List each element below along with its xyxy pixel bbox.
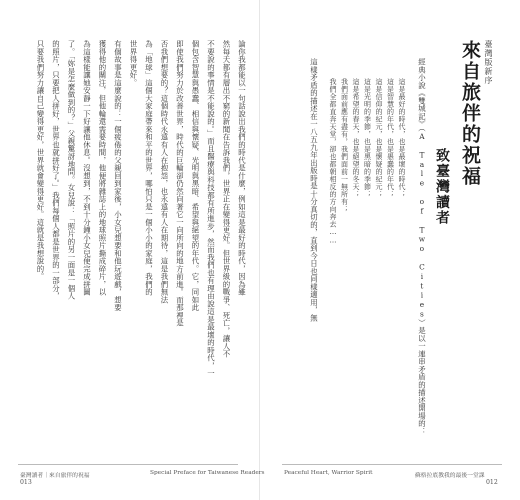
quote-line: 這是智慧的年代，也是愚蠢的年代；: [386, 78, 395, 198]
quote-line: 這是信仰的紀元，也是懷疑的紀元；: [375, 78, 383, 198]
quote-line: 這是希望的春天，也是絕望的冬天；: [352, 78, 360, 198]
preface-title: 來自旅伴的祝福: [459, 40, 481, 187]
quote-line: 我們全都直奔天堂，卻也都朝相反的方向奔去……: [329, 78, 337, 245]
left-footer-title: 臺灣讀者｜來自旅伴的祝福: [20, 473, 90, 479]
left-footer-english: Special Preface for Taiwanese Readers: [150, 470, 265, 476]
body-text-column: 不要說的事情是不能說的。」而且醫療與科技都有所進步，然而我們也有理由說這是最壞的時代，一: [206, 40, 216, 378]
body-text-column: 然每天都有層出不窮的新聞在告訴我們，世界正在變得更好。但世界級的戰爭、死亡，讓人不: [221, 40, 231, 358]
body-text-column: 有個故事是這麼說的：一個疲倦的父親回到家後，小女兒想要和他玩遊戲，想要: [113, 40, 123, 312]
body-text-column: 為「地球」這個大家庭帶來和平的世界，哪怕只是一個小小的家庭，我們的: [144, 40, 154, 296]
left-page: [0, 38, 260, 468]
body-text-column: 為這樣能讓她安靜一下好讓他休息。沒想到，不到十分鐘小女兒便完成拼圖: [82, 40, 92, 296]
preface-intro: 經典小說《雙城記》（A Tale of Two Cities）是以一連串矛盾的描述開場的：: [417, 58, 427, 436]
right-footer-english: Peaceful Heart, Warrior Spirit: [284, 470, 373, 476]
left-page-number: 013: [20, 479, 32, 486]
right-page-number: 012: [486, 479, 498, 486]
body-text-column: 個包含智慧與愚蠢、相信與懷疑、光明與黑暗、希望與絕望的年代。它，同如此: [190, 40, 200, 312]
quote-line: 這是光明的季節，也是黑暗的季節；: [363, 78, 372, 198]
right-page: [260, 38, 520, 468]
right-footer-rule: [282, 464, 502, 465]
right-footer-title: 蘇格拉底教我的最後一堂課: [415, 473, 485, 479]
closing-text-column: 這樣矛盾的描述在一八五九年出版時是十分真切的，直到今日也同樣適用，無: [309, 58, 319, 322]
body-text-column: 世界得更好。: [128, 40, 138, 87]
body-text-column: 獲得他的關注，但他輪還需要時間，他便將雜誌上的地球照片撕成碎片，以: [97, 40, 107, 296]
body-text-column: 論你我都能以一句話說出我們的時代是什麼，例如這是最好的時代，因為雖: [237, 40, 247, 296]
body-text-column: 即使我們努力於改善世界，時代的巨輪卻仍然向著它一向所向的地方前進。而那裡是: [175, 40, 185, 327]
body-text-column: 了。「妳是怎麼做到的？」父親驚訝地問。女兒說：「照片的另一面是一個人: [66, 40, 76, 300]
left-footer-rule: [18, 464, 238, 465]
body-text-column: 否我們想要的？這個時代永遠有人在抱怨，也永遠有人在期待，這是我們無法: [159, 40, 169, 304]
preface-title-sub: 致臺灣讀者: [434, 148, 450, 226]
preface-subtitle: 臺灣版新序: [484, 40, 493, 85]
quote-line: 這是最好的時代，也是最壞的時代；: [398, 78, 406, 198]
body-text-column: 只要我們努力讓自己變得更好，世界就會變得更好。這就是我想說的。: [35, 40, 45, 281]
body-text-column: 的照片，只要把人拼好，世界也就拼好了。」我們每個人都是世界的一部分，: [51, 40, 61, 300]
quote-line: 我們面前應有盡有，我們面前一無所有；: [340, 78, 349, 213]
